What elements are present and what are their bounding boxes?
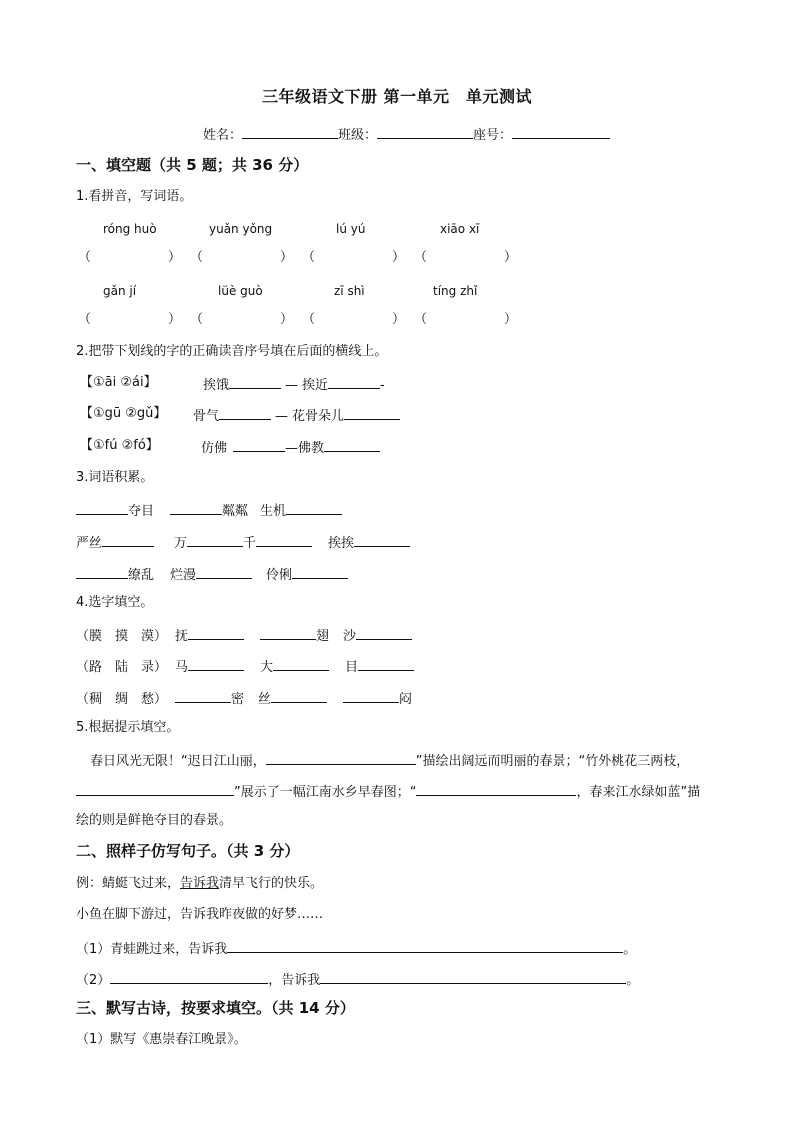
q2-tail-1: -	[380, 378, 385, 393]
q4-char-1c: 沙	[343, 629, 357, 644]
q3-blank-6[interactable]	[256, 532, 312, 547]
imitation-2-mid: ，告诉我	[268, 973, 321, 988]
q2-prompt: 2.把带下划线的字的正确读音序号填在后面的横线上。	[76, 344, 388, 359]
q2-word-3b: 佛教	[298, 441, 325, 456]
pinyin-5: gǎn jí	[103, 284, 137, 298]
page-title: 三年级语文下册 第一单元 单元测试	[261, 87, 533, 106]
q2-word-3a: 仿佛	[201, 441, 228, 456]
q4-prompt: 4.选字填空。	[76, 595, 154, 610]
q4-char-2c: 目	[345, 660, 359, 675]
q3-blank-5[interactable]	[187, 532, 243, 547]
imitation-2-blank-a[interactable]	[110, 969, 268, 984]
q4-blank-3a[interactable]	[175, 688, 231, 703]
q4-char-3c: 闷	[399, 692, 413, 707]
q3-blank-2[interactable]	[170, 500, 222, 515]
q3-word-2: 粼粼	[222, 504, 249, 519]
q2-blank-1a[interactable]	[229, 374, 281, 389]
class-label: 班级：	[338, 128, 378, 143]
q4-row-1	[76, 625, 412, 646]
q4-choices-3: （稠 绸 愁）	[76, 692, 168, 707]
pinyin-7: zī shì	[334, 284, 365, 298]
imitation-1-end: 。	[623, 942, 637, 957]
q3-word-9: 烂漫	[170, 568, 197, 583]
q4-char-3b: 丝	[258, 692, 272, 707]
q4-blank-1a[interactable]	[188, 625, 244, 640]
seat-label: 座号：	[473, 128, 513, 143]
pinyin-1: róng huò	[103, 222, 157, 236]
example-label: 例：蜻蜓飞过来，	[76, 876, 181, 891]
q5-text-1a: 春日风光无限！“迟日江山丽，	[90, 754, 266, 769]
q4-blank-3b[interactable]	[271, 688, 327, 703]
q2-row-2	[80, 405, 166, 423]
q3-row-2	[76, 532, 410, 553]
q5-line-3: 绘的则是鲜艳夺目的春景。	[76, 813, 233, 828]
answer-box-3-close: ）	[392, 250, 406, 265]
section-2-title: 二、照样子仿写句子。（共 3 分）	[76, 842, 300, 860]
q1-prompt: 1.看拼音，写词语。	[76, 189, 193, 204]
q2-sep-3: —	[285, 441, 299, 456]
section-1-title: 一、填空题（共 5 题；共 36 分）	[76, 156, 309, 174]
poem-question-1: （1）默写《惠崇春江晚景》。	[76, 1032, 247, 1047]
q2-blank-2a[interactable]	[219, 405, 271, 420]
q2-row-3	[80, 437, 159, 455]
answer-box-5-close: ）	[168, 312, 182, 327]
answer-box-1-open: （	[78, 250, 92, 265]
q2-options-1: 【①āi ②ái】	[80, 375, 157, 390]
answer-box-8-close: ）	[504, 312, 518, 327]
q5-text-2a: ”展示了一幅江南水乡早春图；“	[234, 785, 417, 800]
section-3-title: 三、默写古诗，按要求填空。（共 14 分）	[76, 999, 355, 1017]
q2-options-3: 【①fú ②fó】	[80, 438, 159, 453]
answer-box-7-open: （	[302, 312, 316, 327]
q4-char-2a: 马	[175, 660, 189, 675]
name-label: 姓名：	[203, 128, 243, 143]
q2-word-2b: 花骨朵儿	[292, 409, 345, 424]
answer-box-6-open: （	[190, 312, 204, 327]
q3-blank-10[interactable]	[292, 564, 348, 579]
q4-blank-1b[interactable]	[260, 625, 316, 640]
q5-text-1b: ”描绘出阔远而明丽的春景；“竹外桃花三两枝，	[415, 754, 690, 769]
q2-word-2a: 骨气	[193, 409, 220, 424]
q4-char-1a: 抚	[175, 629, 189, 644]
q2-row-2-words	[193, 405, 400, 426]
pinyin-4: xiāo xī	[440, 222, 480, 236]
q4-blank-2a[interactable]	[188, 656, 244, 671]
imitation-1-label: （1）青蛙跳过来，告诉我	[76, 942, 228, 957]
imitation-1-blank[interactable]	[227, 938, 623, 953]
q2-word-1b: 挨近	[302, 378, 329, 393]
q2-sep-2: —	[275, 409, 289, 424]
q2-row-3-words	[201, 437, 380, 458]
answer-box-7-close: ）	[392, 312, 406, 327]
imitation-2-end: 。	[626, 973, 640, 988]
q3-blank-3[interactable]	[286, 500, 342, 515]
q3-word-5: 万	[174, 536, 188, 551]
q5-prompt: 5.根据提示填空。	[76, 720, 180, 735]
q3-row-3	[76, 564, 348, 585]
q4-choices-1: （膜 摸 漠）	[76, 629, 168, 644]
q3-word-6: 千	[243, 536, 257, 551]
q3-word-10: 伶俐	[266, 568, 293, 583]
q3-blank-8[interactable]	[76, 564, 128, 579]
pinyin-6: lüè guò	[218, 284, 263, 298]
model-sentence: 小鱼在脚下游过，告诉我昨夜做的好梦……	[76, 907, 324, 922]
q2-blank-3b[interactable]	[324, 437, 380, 452]
q4-blank-2c[interactable]	[358, 656, 414, 671]
answer-box-6-close: ）	[280, 312, 294, 327]
q5-line-1	[90, 750, 689, 771]
q4-char-3a: 密	[231, 692, 245, 707]
q3-word-3: 生机	[260, 504, 287, 519]
answer-box-4-close: ）	[504, 250, 518, 265]
q2-blank-1b[interactable]	[328, 374, 380, 389]
answer-box-4-open: （	[414, 250, 428, 265]
q5-blank-1[interactable]	[266, 750, 416, 765]
q4-blank-1c[interactable]	[356, 625, 412, 640]
example-underlined: 告诉我	[180, 876, 220, 891]
q5-blank-2[interactable]	[76, 781, 234, 796]
seat-blank[interactable]	[512, 124, 610, 139]
example-rest: 清早飞行的快乐。	[219, 876, 324, 891]
imitation-2-blank-b[interactable]	[320, 969, 626, 984]
q4-char-2b: 大	[260, 660, 274, 675]
q5-text-2b: ，春来江水绿如蓝”描	[576, 785, 701, 800]
example-sentence	[76, 875, 323, 893]
q3-blank-7[interactable]	[354, 532, 410, 547]
answer-box-8-open: （	[414, 312, 428, 327]
pinyin-3: lú yú	[336, 222, 366, 236]
q3-word-4: 严丝	[76, 536, 103, 551]
q5-line-2	[76, 781, 700, 802]
q4-blank-2b[interactable]	[273, 656, 329, 671]
pinyin-2: yuǎn yǒng	[209, 222, 273, 236]
q3-blank-9[interactable]	[196, 564, 252, 579]
q3-word-7: 挨挨	[328, 536, 355, 551]
q3-blank-4[interactable]	[102, 532, 154, 547]
q4-row-2	[76, 656, 414, 677]
q2-blank-2b[interactable]	[344, 405, 400, 420]
q4-char-1b: 翅	[316, 629, 330, 644]
q3-word-8: 缭乱	[128, 568, 155, 583]
q3-blank-1[interactable]	[76, 500, 128, 515]
q2-word-1a: 挨饿	[203, 378, 230, 393]
name-blank[interactable]	[242, 124, 338, 139]
q2-row-1	[80, 374, 157, 392]
imitation-2	[76, 969, 639, 990]
answer-box-3-open: （	[302, 250, 316, 265]
q2-options-2: 【①gū ②gǔ】	[80, 406, 167, 421]
q3-row-1	[76, 500, 342, 521]
answer-box-2-close: ）	[280, 250, 294, 265]
pinyin-8: tíng zhǐ	[433, 284, 478, 298]
q3-prompt: 3.词语积累。	[76, 470, 154, 485]
imitation-2-label: （2）	[76, 973, 111, 988]
imitation-1	[76, 938, 636, 959]
student-info-line	[203, 124, 610, 145]
answer-box-1-close: ）	[168, 250, 182, 265]
answer-box-5-open: （	[78, 312, 92, 327]
class-blank[interactable]	[377, 124, 473, 139]
q5-blank-3[interactable]	[416, 781, 576, 796]
q2-row-1-words	[203, 374, 385, 395]
q4-row-3	[76, 688, 412, 709]
q2-blank-3a[interactable]	[233, 437, 285, 452]
q2-sep-1: —	[285, 378, 299, 393]
q4-choices-2: （路 陆 录）	[76, 660, 168, 675]
answer-box-2-open: （	[190, 250, 204, 265]
q3-word-1: 夺目	[128, 504, 155, 519]
q4-blank-3c[interactable]	[343, 688, 399, 703]
